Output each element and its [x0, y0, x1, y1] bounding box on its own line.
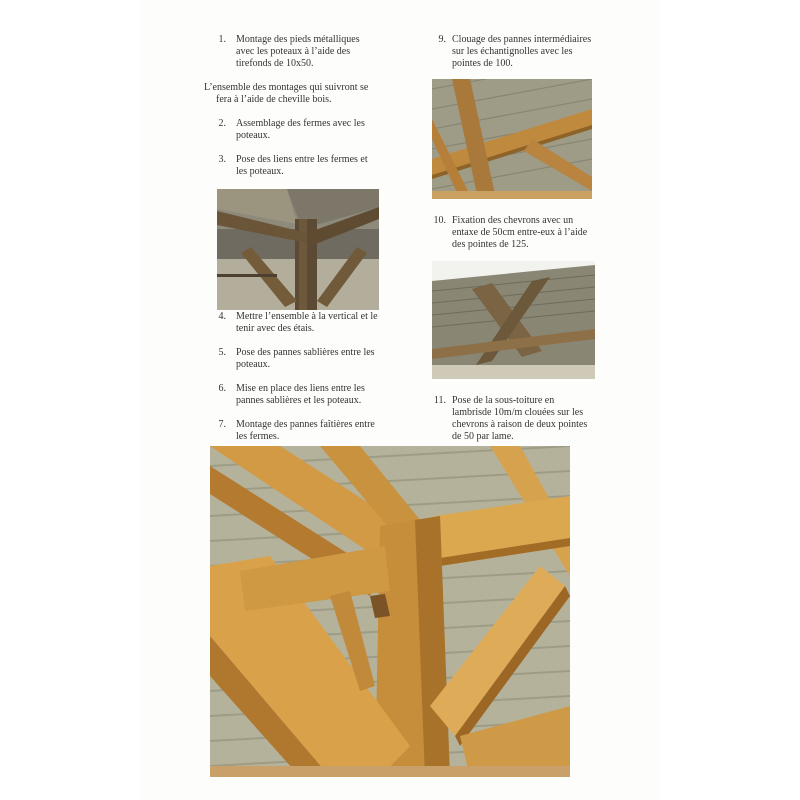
step-text-line: Clouage des pannes intermédiaires [452, 34, 592, 45]
step-text-line: lambrisde 10m/m clouées sur les [452, 407, 584, 418]
step-number: 6. [218, 383, 226, 394]
intro-line: fera à l’aide de cheville bois. [216, 94, 332, 105]
step-text-line: Assemblage des fermes avec les [236, 118, 365, 129]
step-number: 9. [438, 34, 446, 45]
step-text-line: les fermes. [236, 431, 280, 442]
intro-line: L’ensemble des montages qui suivront se [204, 82, 369, 93]
step-text-line: avec les poteaux à l’aide des [236, 46, 351, 57]
step-text-line: chevrons à raison de deux pointes [452, 419, 588, 430]
step-number: 1. [218, 34, 226, 45]
step-number: 7. [218, 419, 226, 430]
step-text-line: Mettre l’ensemble à la vertical et le [236, 311, 378, 322]
step-text-line: pointes de 100. [452, 58, 513, 69]
step-text-line: Mise en place des liens entre les [236, 383, 365, 394]
step-text-line: les poteaux. [236, 166, 284, 177]
step-number: 2. [218, 118, 226, 129]
step-number: 3. [218, 154, 226, 165]
step-text-line: poteaux. [236, 359, 271, 370]
step-text-line: Montage des pannes faîtières entre [236, 419, 375, 430]
step-text-line: tenir avec des étais. [236, 323, 315, 334]
step-number: 11. [433, 395, 446, 406]
step-text-line: Fixation des chevrons avec un [452, 215, 574, 226]
step-text-line: Pose des liens entre les fermes et [236, 154, 368, 165]
photo-truss-post [217, 189, 379, 310]
step-text-line: des pointes de 125. [452, 239, 529, 250]
step-number: 10. [433, 215, 446, 226]
step-text-line: Montage des pieds métalliques [236, 34, 360, 45]
photo-rafters [432, 261, 595, 379]
photo-purlins [432, 79, 592, 199]
step-text-line: Pose des pannes sablières entre les [236, 347, 375, 358]
intro-paragraph [204, 82, 404, 106]
step-text-line: entaxe de 50cm entre-eux à l’aide [452, 227, 588, 238]
step-text-line: Pose de la sous-toiture en [452, 395, 555, 406]
step-text-line: de 50 par lame. [452, 431, 514, 442]
step-number: 5. [218, 347, 226, 358]
step-text-line: poteaux. [236, 130, 271, 141]
step-number: 4. [218, 311, 226, 322]
step-text-line: pannes sablières et les poteaux. [236, 395, 362, 406]
photo-framework-detail [210, 446, 570, 777]
step-text-line: tirefonds de 10x50. [236, 58, 314, 69]
step-text-line: sur les échantignolles avec les [452, 46, 573, 57]
